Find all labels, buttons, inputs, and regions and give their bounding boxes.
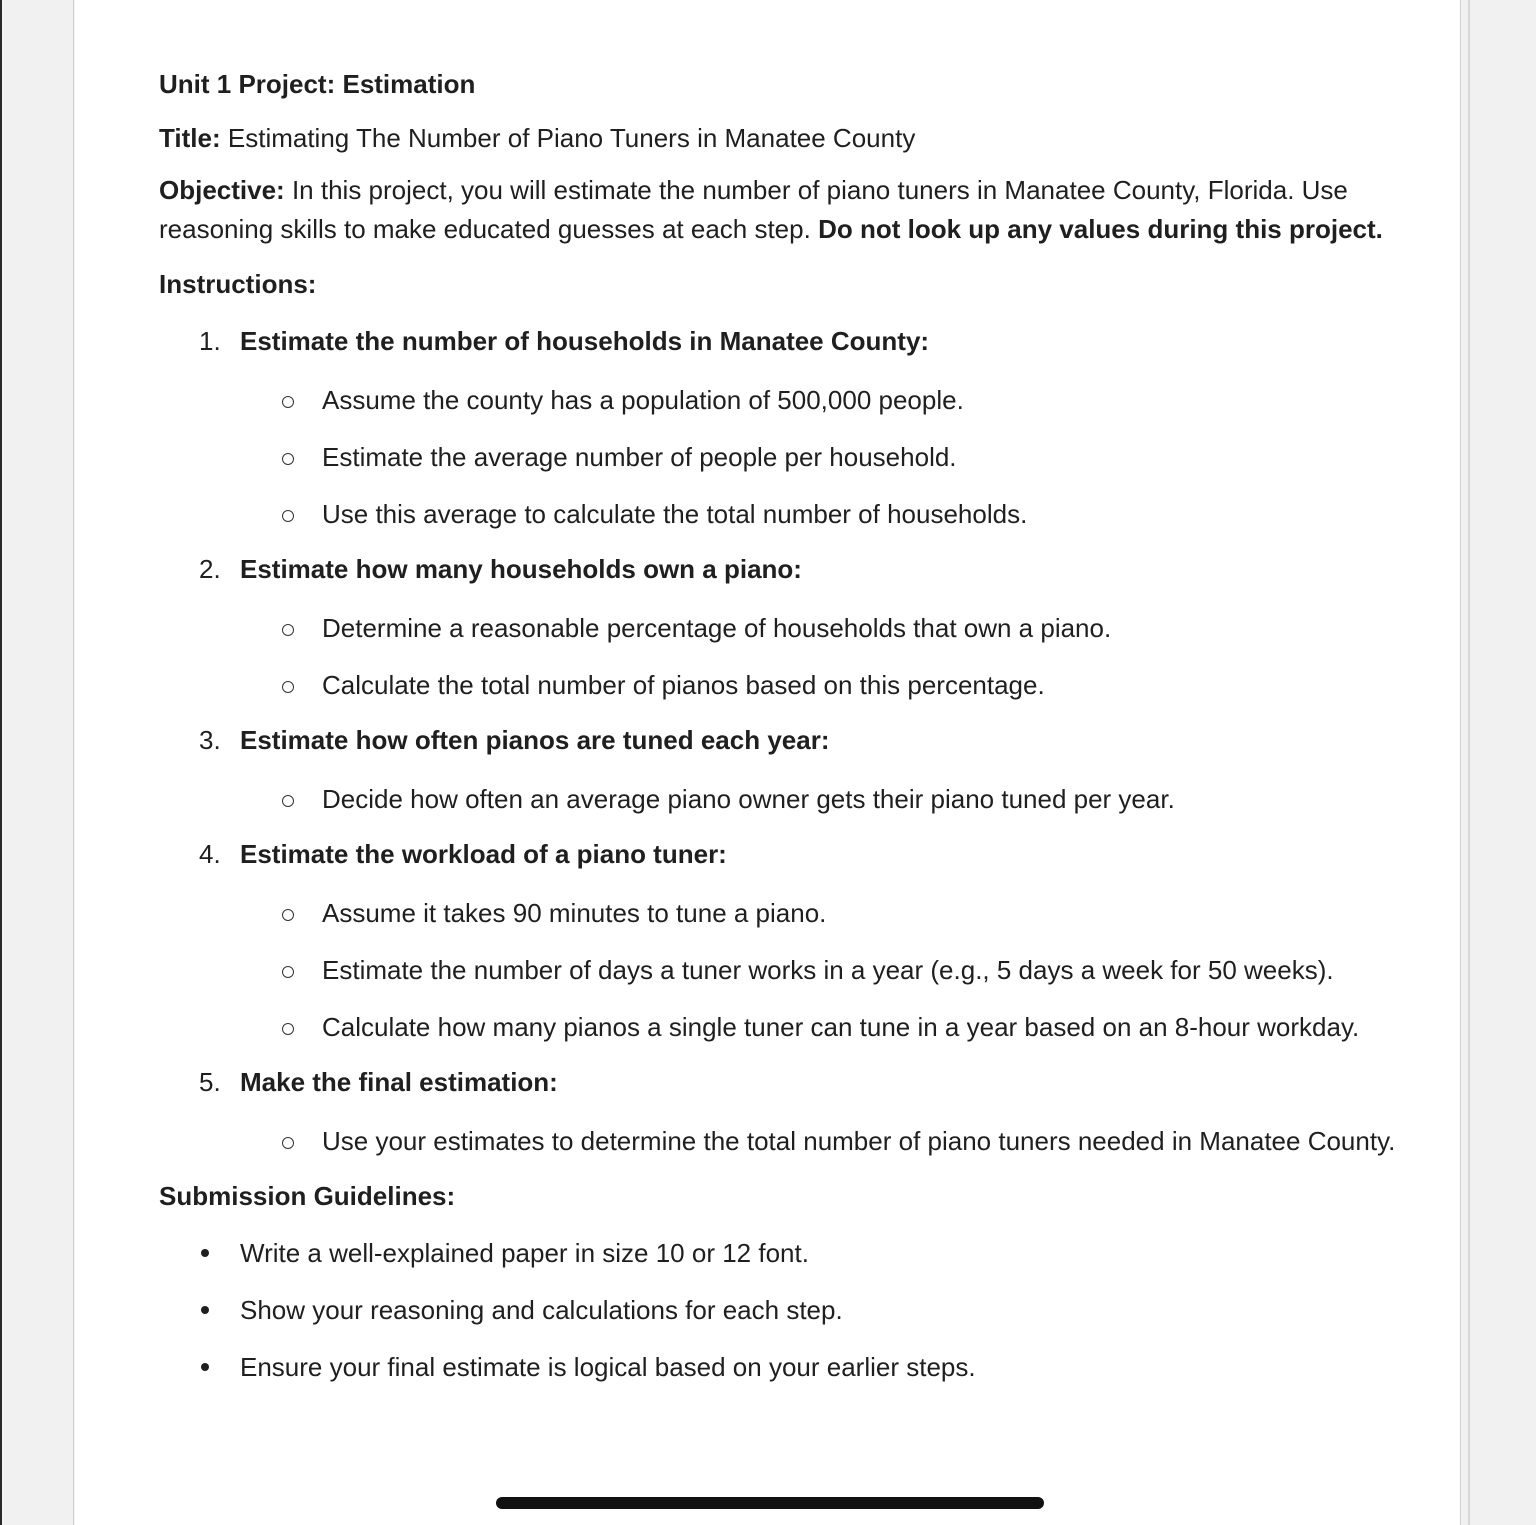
step-label: Estimate how often pianos are tuned each year:: [240, 725, 830, 755]
document-heading: Unit 1 Project: Estimation: [159, 69, 476, 99]
step-label: Estimate the workload of a piano tuner:: [240, 839, 727, 869]
submission-label: Submission Guidelines:: [159, 1181, 456, 1211]
sub-item-text: Decide how often an average piano owner gets their piano tuned per year.: [322, 784, 1175, 814]
step-item: [159, 718, 1399, 762]
submission-item-text: Write a well-explained paper in size 10 or 12 font.: [240, 1238, 809, 1268]
circle-bullet-icon: [282, 966, 294, 978]
circle-bullet-icon: [282, 624, 294, 636]
step-label: Make the final estimation:: [240, 1067, 558, 1097]
objective-paragraph: [159, 171, 1399, 249]
circle-bullet-icon: [282, 453, 294, 465]
sub-item: [159, 780, 1399, 819]
sub-item: [159, 609, 1399, 648]
circle-bullet-icon: [282, 1137, 294, 1149]
sub-item: [159, 495, 1399, 534]
objective-emphasis: Do not look up any values during this project.: [818, 214, 1383, 244]
submission-item-text: Show your reasoning and calculations for each step.: [240, 1295, 843, 1325]
bullet-dot-icon: [201, 1363, 209, 1371]
title-text: Estimating The Number of Piano Tuners in Manatee County: [227, 123, 916, 153]
sub-item-text: Estimate the average number of people per household.: [322, 442, 957, 472]
step-item: [159, 319, 1399, 363]
step-number: 3.: [199, 725, 221, 755]
instructions-label: Instructions:: [159, 269, 317, 299]
objective-text: In this project, you will estimate the number of piano tuners in Manatee County, Florida. Use reasoning skills to make educated guesses at each step.: [159, 175, 1348, 244]
sub-item-text: Use your estimates to determine the total number of piano tuners needed in Manatee County.: [322, 1126, 1396, 1156]
sub-item: [159, 894, 1399, 933]
circle-bullet-icon: [282, 681, 294, 693]
sub-item-text: Use this average to calculate the total number of households.: [322, 499, 1028, 529]
step-label: Estimate the number of households in Manatee County:: [240, 326, 930, 356]
circle-bullet-icon: [282, 1023, 294, 1035]
document-content: [159, 62, 1399, 1389]
sub-item: [159, 951, 1399, 990]
sub-item-text: Estimate the number of days a tuner works in a year (e.g., 5 days a week for 50 weeks).: [322, 955, 1334, 985]
document-page: [75, 0, 1460, 1525]
sub-item: [159, 666, 1399, 705]
sub-item-text: Assume it takes 90 minutes to tune a piano.: [322, 898, 827, 928]
sub-item: [159, 1008, 1399, 1047]
left-margin: [4, 0, 74, 1525]
sub-item-text: Calculate how many pianos a single tuner can tune in a year based on an 8-hour workday.: [322, 1012, 1360, 1042]
sub-item: [159, 438, 1399, 477]
sub-item-text: Determine a reasonable percentage of households that own a piano.: [322, 613, 1112, 643]
circle-bullet-icon: [282, 795, 294, 807]
circle-bullet-icon: [282, 909, 294, 921]
bullet-dot-icon: [201, 1306, 209, 1314]
title-label: Title:: [159, 123, 221, 153]
bullet-dot-icon: [201, 1249, 209, 1257]
submission-item: [159, 1231, 1399, 1275]
sub-item-text: Calculate the total number of pianos based on this percentage.: [322, 670, 1045, 700]
objective-label: Objective:: [159, 175, 285, 205]
step-label: Estimate how many households own a piano:: [240, 554, 802, 584]
right-margin: [1460, 0, 1536, 1525]
step-item: [159, 832, 1399, 876]
title-paragraph: [159, 119, 1399, 158]
step-item: [159, 1060, 1399, 1104]
step-number: 4.: [199, 839, 221, 869]
circle-bullet-icon: [282, 396, 294, 408]
submission-item: [159, 1288, 1399, 1332]
sub-item-text: Assume the county has a population of 500,000 people.: [322, 385, 964, 415]
sub-item: [159, 381, 1399, 420]
step-number: 2.: [199, 554, 221, 584]
submission-item: [159, 1345, 1399, 1389]
step-number: 5.: [199, 1067, 221, 1097]
home-indicator[interactable]: [496, 1497, 1044, 1509]
circle-bullet-icon: [282, 510, 294, 522]
sub-item: [159, 1122, 1399, 1161]
step-item: [159, 547, 1399, 591]
submission-item-text: Ensure your final estimate is logical based on your earlier steps.: [240, 1352, 976, 1382]
scroll-track[interactable]: [1468, 0, 1470, 1525]
step-number: 1.: [199, 326, 221, 356]
